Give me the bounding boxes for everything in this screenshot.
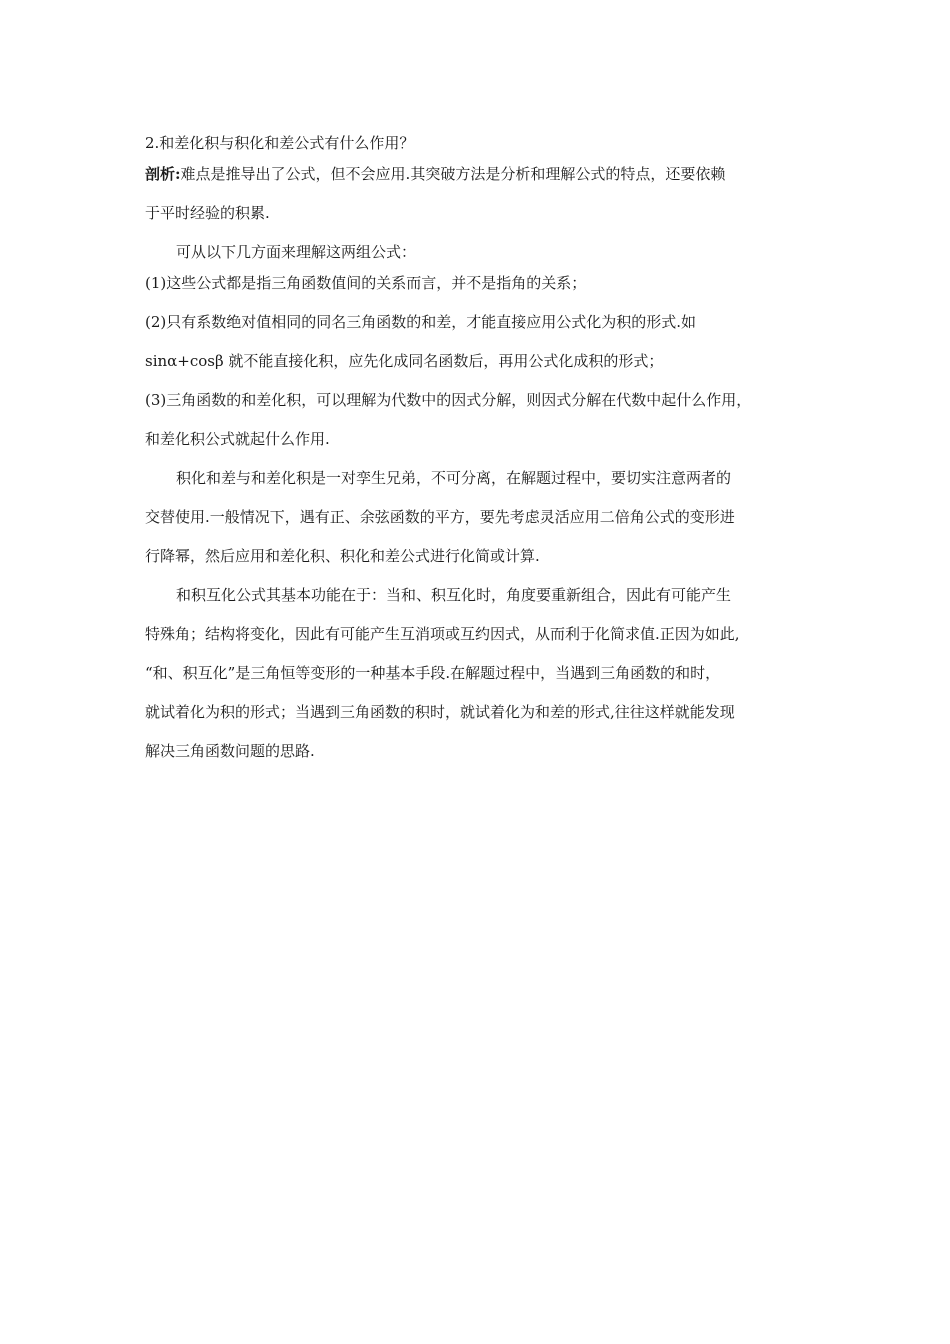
intro-text: 可从以下几方面来理解这两组公式： (176, 243, 417, 261)
analysis-label: 剖析: (145, 165, 181, 183)
paragraph-3-line-4 (145, 697, 825, 736)
question-heading (145, 128, 825, 159)
paragraph-2-text-1: 积化和差与和差化积是一对孪生兄弟，不可分离，在解题过程中，要切实注意两者的 (176, 469, 732, 487)
paragraph-3-text-4: 就试着化为积的形式；当遇到三角函数的积时，就试着化为和差的形式,往往这样就能发现 (145, 703, 735, 721)
point-2-line-1 (145, 307, 825, 346)
point-2-line-2 (145, 346, 825, 385)
paragraph-2-line-1 (145, 463, 825, 502)
paragraph-3-text-3: “和、积互化”是三角恒等变形的一种基本手段.在解题过程中，当遇到三角函数的和时， (145, 664, 721, 682)
point-1 (145, 268, 825, 307)
analysis-line-2 (145, 198, 825, 237)
paragraph-3-line-5 (145, 736, 825, 775)
paragraph-2-text-2: 交替使用.一般情况下，遇有正、余弦函数的平方，要先考虑灵活应用二倍角公式的变形进 (145, 508, 735, 526)
paragraph-3-line-3 (145, 658, 825, 697)
point-2-text-1: (2)只有系数绝对值相同的同名三角函数的和差，才能直接应用公式化为积的形式.如 (145, 313, 697, 331)
paragraph-3-line-1 (145, 580, 825, 619)
paragraph-3-text-1: 和积互化公式其基本功能在于：当和、积互化时，角度要重新组合，因此有可能产生 (176, 586, 732, 604)
analysis-text-1: 难点是推导出了公式，但不会应用.其突破方法是分析和理解公式的特点，还要依赖 (180, 165, 726, 183)
analysis-text-2: 于平时经验的积累. (145, 204, 270, 222)
document-body (145, 128, 825, 775)
point-3-text-2: 和差化积公式就起什么作用. (145, 430, 330, 448)
point-2-text-2: sinα+cosβ 就不能直接化积，应先化成同名函数后，再用公式化成积的形式； (145, 352, 664, 370)
intro-line (145, 237, 825, 268)
paragraph-3-text-5: 解决三角函数问题的思路. (145, 742, 315, 760)
paragraph-3-text-2: 特殊角；结构将变化，因此有可能产生互消项或互约因式，从而利于化简求值.正因为如此, (145, 625, 740, 643)
point-3-line-1 (145, 385, 825, 424)
paragraph-2-text-3: 行降幂，然后应用和差化积、积化和差公式进行化简或计算. (145, 547, 540, 565)
point-3-line-2 (145, 424, 825, 463)
paragraph-2-line-3 (145, 541, 825, 580)
paragraph-3-line-2 (145, 619, 825, 658)
question-text: 2.和差化积与积化和差公式有什么作用？ (145, 134, 415, 152)
point-1-text: (1)这些公式都是指三角函数值间的关系而言，并不是指角的关系； (145, 274, 587, 292)
paragraph-2-line-2 (145, 502, 825, 541)
analysis-line-1 (145, 159, 825, 198)
point-3-text-1: (3)三角函数的和差化积，可以理解为代数中的因式分解，则因式分解在代数中起什么作用， (145, 391, 752, 409)
